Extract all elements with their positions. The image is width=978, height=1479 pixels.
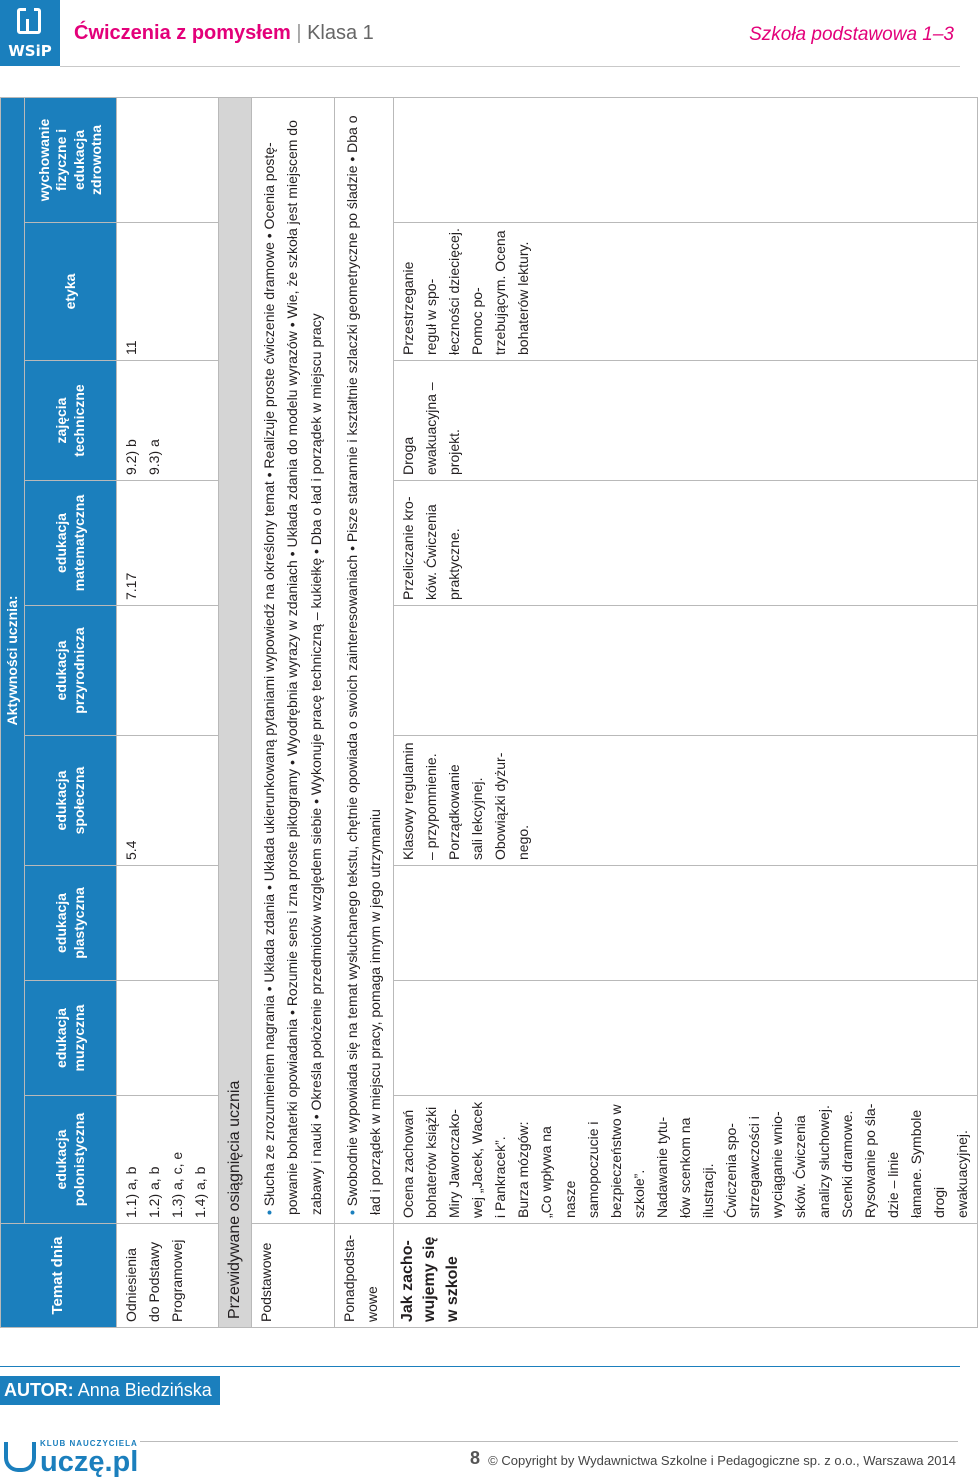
- activity-polonistyczna: Ocena zachowań bohaterów książki Miry Jaworczakowej „Jacek, Wacek i Pankracek”. Burza mózgów: „Co wpływa na nasze samopoczucie i bezpieczeństwo w szkole”. Nadawanie tytułów scenkom na ilustracji. Ćwiczenia spostrzegawczości i wyciąganie wniosków. Ćwiczenia analizy słuchowej. Scenki dramowe. Rysowanie po śladzie – linie łamane. Symbole drogi ewakuacyjnej.: [393, 1096, 977, 1224]
- header-divider: [60, 66, 960, 67]
- basic-achievements-text: [252, 97, 334, 1223]
- ref-przyrodnicza: [117, 606, 219, 736]
- activity-muzyczna: [393, 981, 977, 1096]
- advanced-label: Ponadpodstawowe: [334, 1224, 393, 1328]
- lesson-activities-row: [393, 97, 977, 1327]
- activity-techniczne: Droga ewakuacyjna – projekt.: [393, 361, 977, 481]
- achievements-section-title: Przewidywane osiągnięcia ucznia: [219, 97, 252, 1327]
- author-label: AUTOR:: [4, 1380, 74, 1400]
- ref-matematyczna: 7.17: [117, 481, 219, 606]
- copyright-notice: © Copyright by Wydawnictwa Szkolne i Pedagogiczne sp. z o.o., Warszawa 2014: [488, 1453, 956, 1468]
- col-head-wf: wychowanie fizyczne i edukacja zdrowotna: [25, 97, 117, 222]
- class-label: Klasa 1: [307, 22, 374, 44]
- col-head-polonistyczna: edukacja polonistyczna: [25, 1096, 117, 1224]
- lesson-topic: Jak zachowujemy się w szkole: [393, 1224, 977, 1328]
- club-label: KLUB NAUCZYCIELA: [40, 1439, 138, 1448]
- activities-header: Aktywności ucznia:: [1, 97, 25, 1223]
- header-title: [74, 22, 374, 45]
- col-head-etyka: etyka: [25, 223, 117, 361]
- ref-polonistyczna: 1.1) a, b 1.2) a, b 1.3) a, c, e 1.4) a, b: [117, 1096, 219, 1224]
- activity-plastyczna: [393, 866, 977, 981]
- col-head-spoleczna: edukacja społeczna: [25, 736, 117, 866]
- ucze-logo-text[interactable]: uczę.pl: [40, 1446, 139, 1478]
- references-row: [117, 97, 219, 1327]
- wsip-logo-icon: [17, 8, 41, 34]
- wsip-logo-text: WSiP: [8, 42, 52, 60]
- basic-label: Podstawowe: [252, 1224, 334, 1328]
- advanced-achievements-row: [334, 97, 393, 1327]
- ucze-logo-icon: [4, 1442, 36, 1472]
- lesson-plan-table: [0, 97, 978, 1328]
- activity-wf: [393, 97, 977, 222]
- basic-achievements-row: [252, 97, 334, 1327]
- footer-divider: [140, 1441, 958, 1442]
- col-head-plastyczna: edukacja plastyczna: [25, 866, 117, 981]
- temat-dnia-header: Temat dnia: [1, 1224, 117, 1328]
- col-head-techniczne: zajęcia techniczne: [25, 361, 117, 481]
- activity-matematyczna: Przeliczanie kroków. Ćwiczenia praktyczne.: [393, 481, 977, 606]
- ref-etyka: 11: [117, 223, 219, 361]
- author-badge: [0, 1376, 220, 1405]
- wsip-logo: [0, 0, 60, 66]
- ref-techniczne: 9.2) b 9.3) a: [117, 361, 219, 481]
- activity-przyrodnicza: [393, 606, 977, 736]
- ref-spoleczna: 5.4: [117, 736, 219, 866]
- page-number: 8: [470, 1448, 481, 1468]
- col-head-przyrodnicza: edukacja przyrodnicza: [25, 606, 117, 736]
- ref-wf: [117, 97, 219, 222]
- activity-spoleczna: Klasowy regulamin – przypomnienie. Porządkowanie sali lekcyjnej. Obowiązki dyżurnego.: [393, 736, 977, 866]
- col-head-matematyczna: edukacja matematyczna: [25, 481, 117, 606]
- ref-plastyczna: [117, 866, 219, 981]
- ref-muzyczna: [117, 981, 219, 1096]
- bullet-icon: •: [343, 1206, 360, 1215]
- bullet-icon: •: [261, 1206, 278, 1215]
- advanced-achievements-text: [334, 97, 393, 1223]
- header-separator: |: [296, 22, 302, 44]
- activity-etyka: Przestrzeganie reguł w społeczności dziecięcej. Pomoc potrzebującym. Ocena bohaterów lektury.: [393, 223, 977, 361]
- school-level: Szkoła podstawowa 1–3: [749, 24, 954, 45]
- subject-columns-row: [25, 97, 117, 1327]
- author-divider: [0, 1366, 960, 1367]
- col-head-muzyczna: edukacja muzyczna: [25, 981, 117, 1096]
- lesson-plan-table-wrapper: [0, 98, 971, 1328]
- basic-achievements-content: Słucha ze zrozumieniem nagrania • Układa zdania • Układa ukierunkowaną pytaniami wypowiedź na określony temat • Realizuje proste ćwiczenie dramowe • Ocenia postępowanie bohaterki opowiadania • Rozumie sens i zna proste piktogramy • Wyodrębnia wyrazy w zdaniach • Układa zdania do modelu wyrazów • Wie, że szkoła jest miejscem do zabawy i nauki • Określa położenie przedmiotów względem siebie • Wykonuje pracę techniczną – kukiełkę • Dba o ład i porządek w miejscu pracy: [261, 120, 324, 1215]
- brand-title: Ćwiczenia z pomysłem: [74, 22, 291, 44]
- references-label: Odniesienia do Podstawy Programowej: [117, 1224, 219, 1328]
- author-name: Anna Biedzińska: [77, 1380, 212, 1400]
- advanced-achievements-content: Swobodnie wypowiada się na temat wysłuchanego tekstu, chętnie opowiada o swoich zainteresowaniach • Pisze starannie i kształtnie szlaczki geometryczne po śladzie • Dba o ład i porządek w miejscu pracy, pomaga innym w jego utrzymaniu: [343, 115, 383, 1215]
